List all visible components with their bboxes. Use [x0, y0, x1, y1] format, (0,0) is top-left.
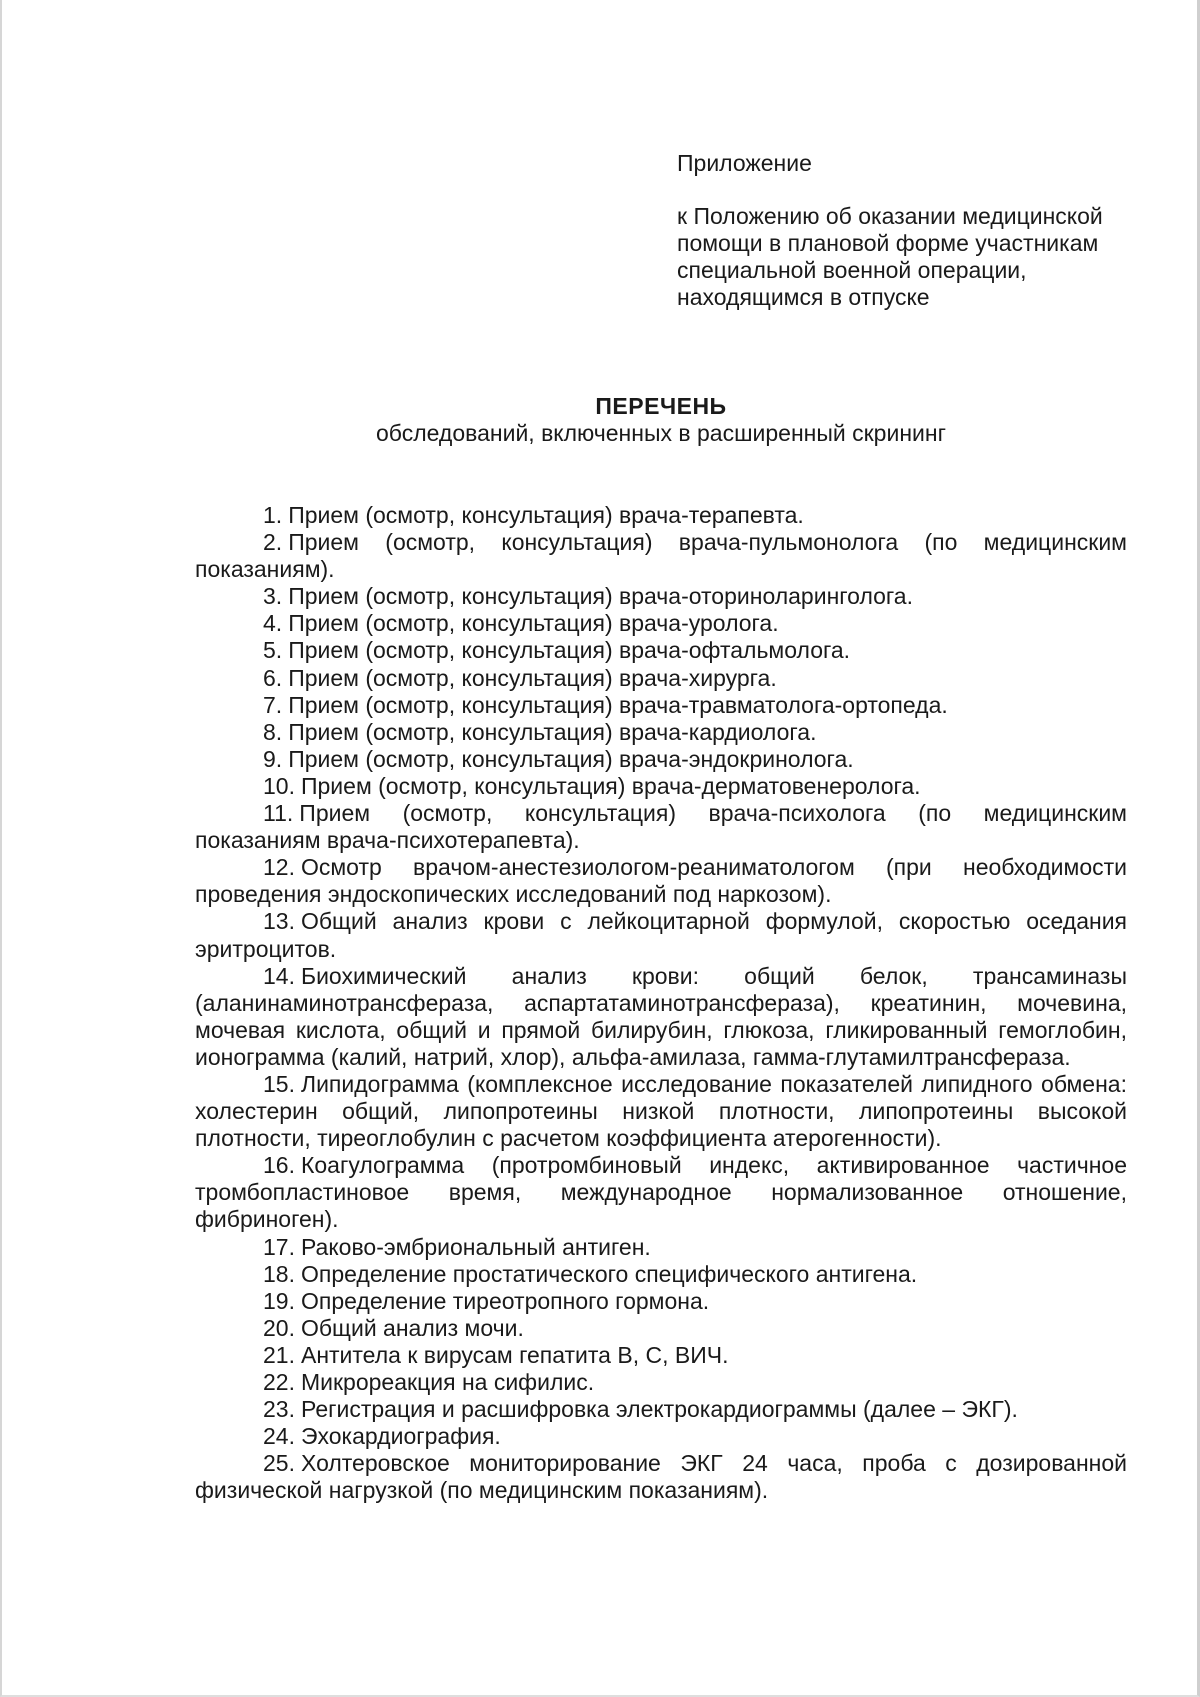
list-item: [195, 637, 1127, 664]
list-item: [195, 854, 1127, 908]
item-number: 14.: [263, 962, 295, 989]
document-subtitle: обследований, включенных в расширенный скрининг: [376, 420, 946, 446]
list-item: [195, 1152, 1127, 1233]
item-text: Регистрация и расшифровка электрокардиограммы (далее – ЭКГ).: [300, 1396, 1018, 1423]
item-number: 17.: [263, 1233, 295, 1260]
appendix-block: [677, 150, 1117, 311]
list-item: [195, 963, 1127, 1071]
item-text: Прием (осмотр, консультация) врача-офтальмолога.: [288, 637, 851, 664]
list-item: [195, 908, 1127, 962]
item-text: Микрореакция на сифилис.: [300, 1369, 595, 1395]
list-item: [195, 665, 1127, 692]
list-item: [195, 1423, 1127, 1450]
list-item: [195, 719, 1127, 746]
item-text: Прием (осмотр, консультация) врача-пульмонолога (по медицинским показаниям).: [195, 529, 1127, 583]
item-text: Прием (осмотр, консультация) врача-хирурга.: [288, 664, 777, 691]
appendix-title: Приложение: [677, 150, 812, 176]
item-text: Прием (осмотр, консультация) врача-кардиолога.: [288, 718, 817, 745]
list-item: [195, 692, 1127, 719]
item-number: 5.: [263, 637, 283, 664]
item-text: Прием (осмотр, консультация) врача-эндокринолога.: [288, 745, 854, 772]
item-text: Прием (осмотр, консультация) врача-оториноларинголога.: [288, 583, 913, 610]
examination-list: [195, 502, 1127, 1504]
item-number: 21.: [263, 1341, 295, 1368]
list-item: [195, 1369, 1127, 1396]
list-item: [195, 1071, 1127, 1152]
list-item: [195, 502, 1127, 529]
list-item: [195, 773, 1127, 800]
item-text: Раково-эмбриональный антиген.: [300, 1233, 651, 1260]
item-number: 25.: [263, 1450, 295, 1477]
list-item: [195, 1315, 1127, 1342]
item-text: Прием (осмотр, консультация) врача-уролога.: [288, 610, 779, 637]
list-item: [195, 1396, 1127, 1423]
item-text: Эхокардиография.: [300, 1423, 501, 1450]
item-text: Липидограмма (комплексное исследование показателей липидного обмена: холестерин общий, липопротеины низкой плотности, липопротеины высокой плотности, тиреоглобулин с расчетом коэффициента атерогенности).: [195, 1070, 1127, 1152]
item-text: Холтеровское мониторирование ЭКГ 24 часа, проба с дозированной физической нагрузкой (по медицинским показаниям).: [195, 1450, 1127, 1504]
item-number: 20.: [263, 1314, 295, 1341]
item-number: 13.: [263, 908, 295, 935]
item-number: 9.: [263, 745, 283, 772]
item-text: Общий анализ мочи.: [300, 1314, 524, 1341]
item-text: Определение тиреотропного гормона.: [300, 1287, 710, 1314]
list-item: [195, 583, 1127, 610]
list-item: [195, 1261, 1127, 1288]
list-item: [195, 800, 1127, 854]
item-text: Осмотр врачом-анестезиологом-реаниматологом (при необходимости проведения эндоскопических исследований под наркозом).: [195, 854, 1127, 908]
item-number: 10.: [263, 772, 295, 799]
item-text: Антитела к вирусам гепатита B, C, ВИЧ.: [300, 1341, 729, 1368]
item-text: Коагулограмма (протромбиновый индекс, активированное частичное тромбопластиновое время, международное нормализованное отношение, фибриноген).: [195, 1152, 1127, 1233]
item-text: Биохимический анализ крови: общий белок, трансаминазы (аланинаминотрансфераза, аспартатаминотрансфераза), креатинин, мочевина, мочевая кислота, общий и прямой билирубин, глюкоза, гликированный гемоглобин, ионограмма (калий, натрий, хлор), альфа-амилаза, гамма-глутамилтрансфераза.: [195, 962, 1127, 1070]
item-number: 12.: [263, 854, 295, 881]
item-number: 22.: [263, 1369, 295, 1395]
item-text: Общий анализ крови с лейкоцитарной формулой, скоростью оседания эритроцитов.: [195, 908, 1127, 962]
item-number: 4.: [263, 610, 283, 637]
item-number: 8.: [263, 718, 283, 745]
item-number: 16.: [263, 1152, 295, 1179]
list-item: [195, 529, 1127, 583]
list-item: [195, 1450, 1127, 1504]
item-text: Прием (осмотр, консультация) врача-дерматовенеролога.: [300, 772, 921, 799]
item-number: 23.: [263, 1396, 295, 1423]
item-text: Определение простатического специфического антигена.: [300, 1260, 918, 1287]
item-text: Прием (осмотр, консультация) врача-травматолога-ортопеда.: [288, 691, 948, 718]
item-number: 18.: [263, 1260, 295, 1287]
list-item: [195, 1288, 1127, 1315]
document-title: ПЕРЕЧЕНЬ: [595, 393, 727, 419]
list-item: [195, 610, 1127, 637]
item-text: Прием (осмотр, консультация) врача-психолога (по медицинским показаниям врача-психотерапевта).: [195, 800, 1127, 854]
item-number: 15.: [263, 1070, 295, 1097]
item-number: 3.: [263, 583, 283, 610]
item-number: 6.: [263, 664, 283, 691]
item-number: 24.: [263, 1423, 295, 1450]
item-text: Прием (осмотр, консультация) врача-терапевта.: [288, 502, 804, 528]
list-item: [195, 1342, 1127, 1369]
document-heading: [195, 393, 1127, 447]
appendix-description: к Положению об оказании медицинской помощи в плановой форме участникам специальной военной операции, находящимся в отпуске: [677, 203, 1103, 310]
item-number: 11.: [263, 800, 294, 827]
item-number: 7.: [263, 691, 283, 718]
item-number: 1.: [263, 502, 283, 528]
list-item: [195, 746, 1127, 773]
list-item: [195, 1234, 1127, 1261]
item-number: 19.: [263, 1287, 295, 1314]
item-number: 2.: [263, 529, 283, 556]
